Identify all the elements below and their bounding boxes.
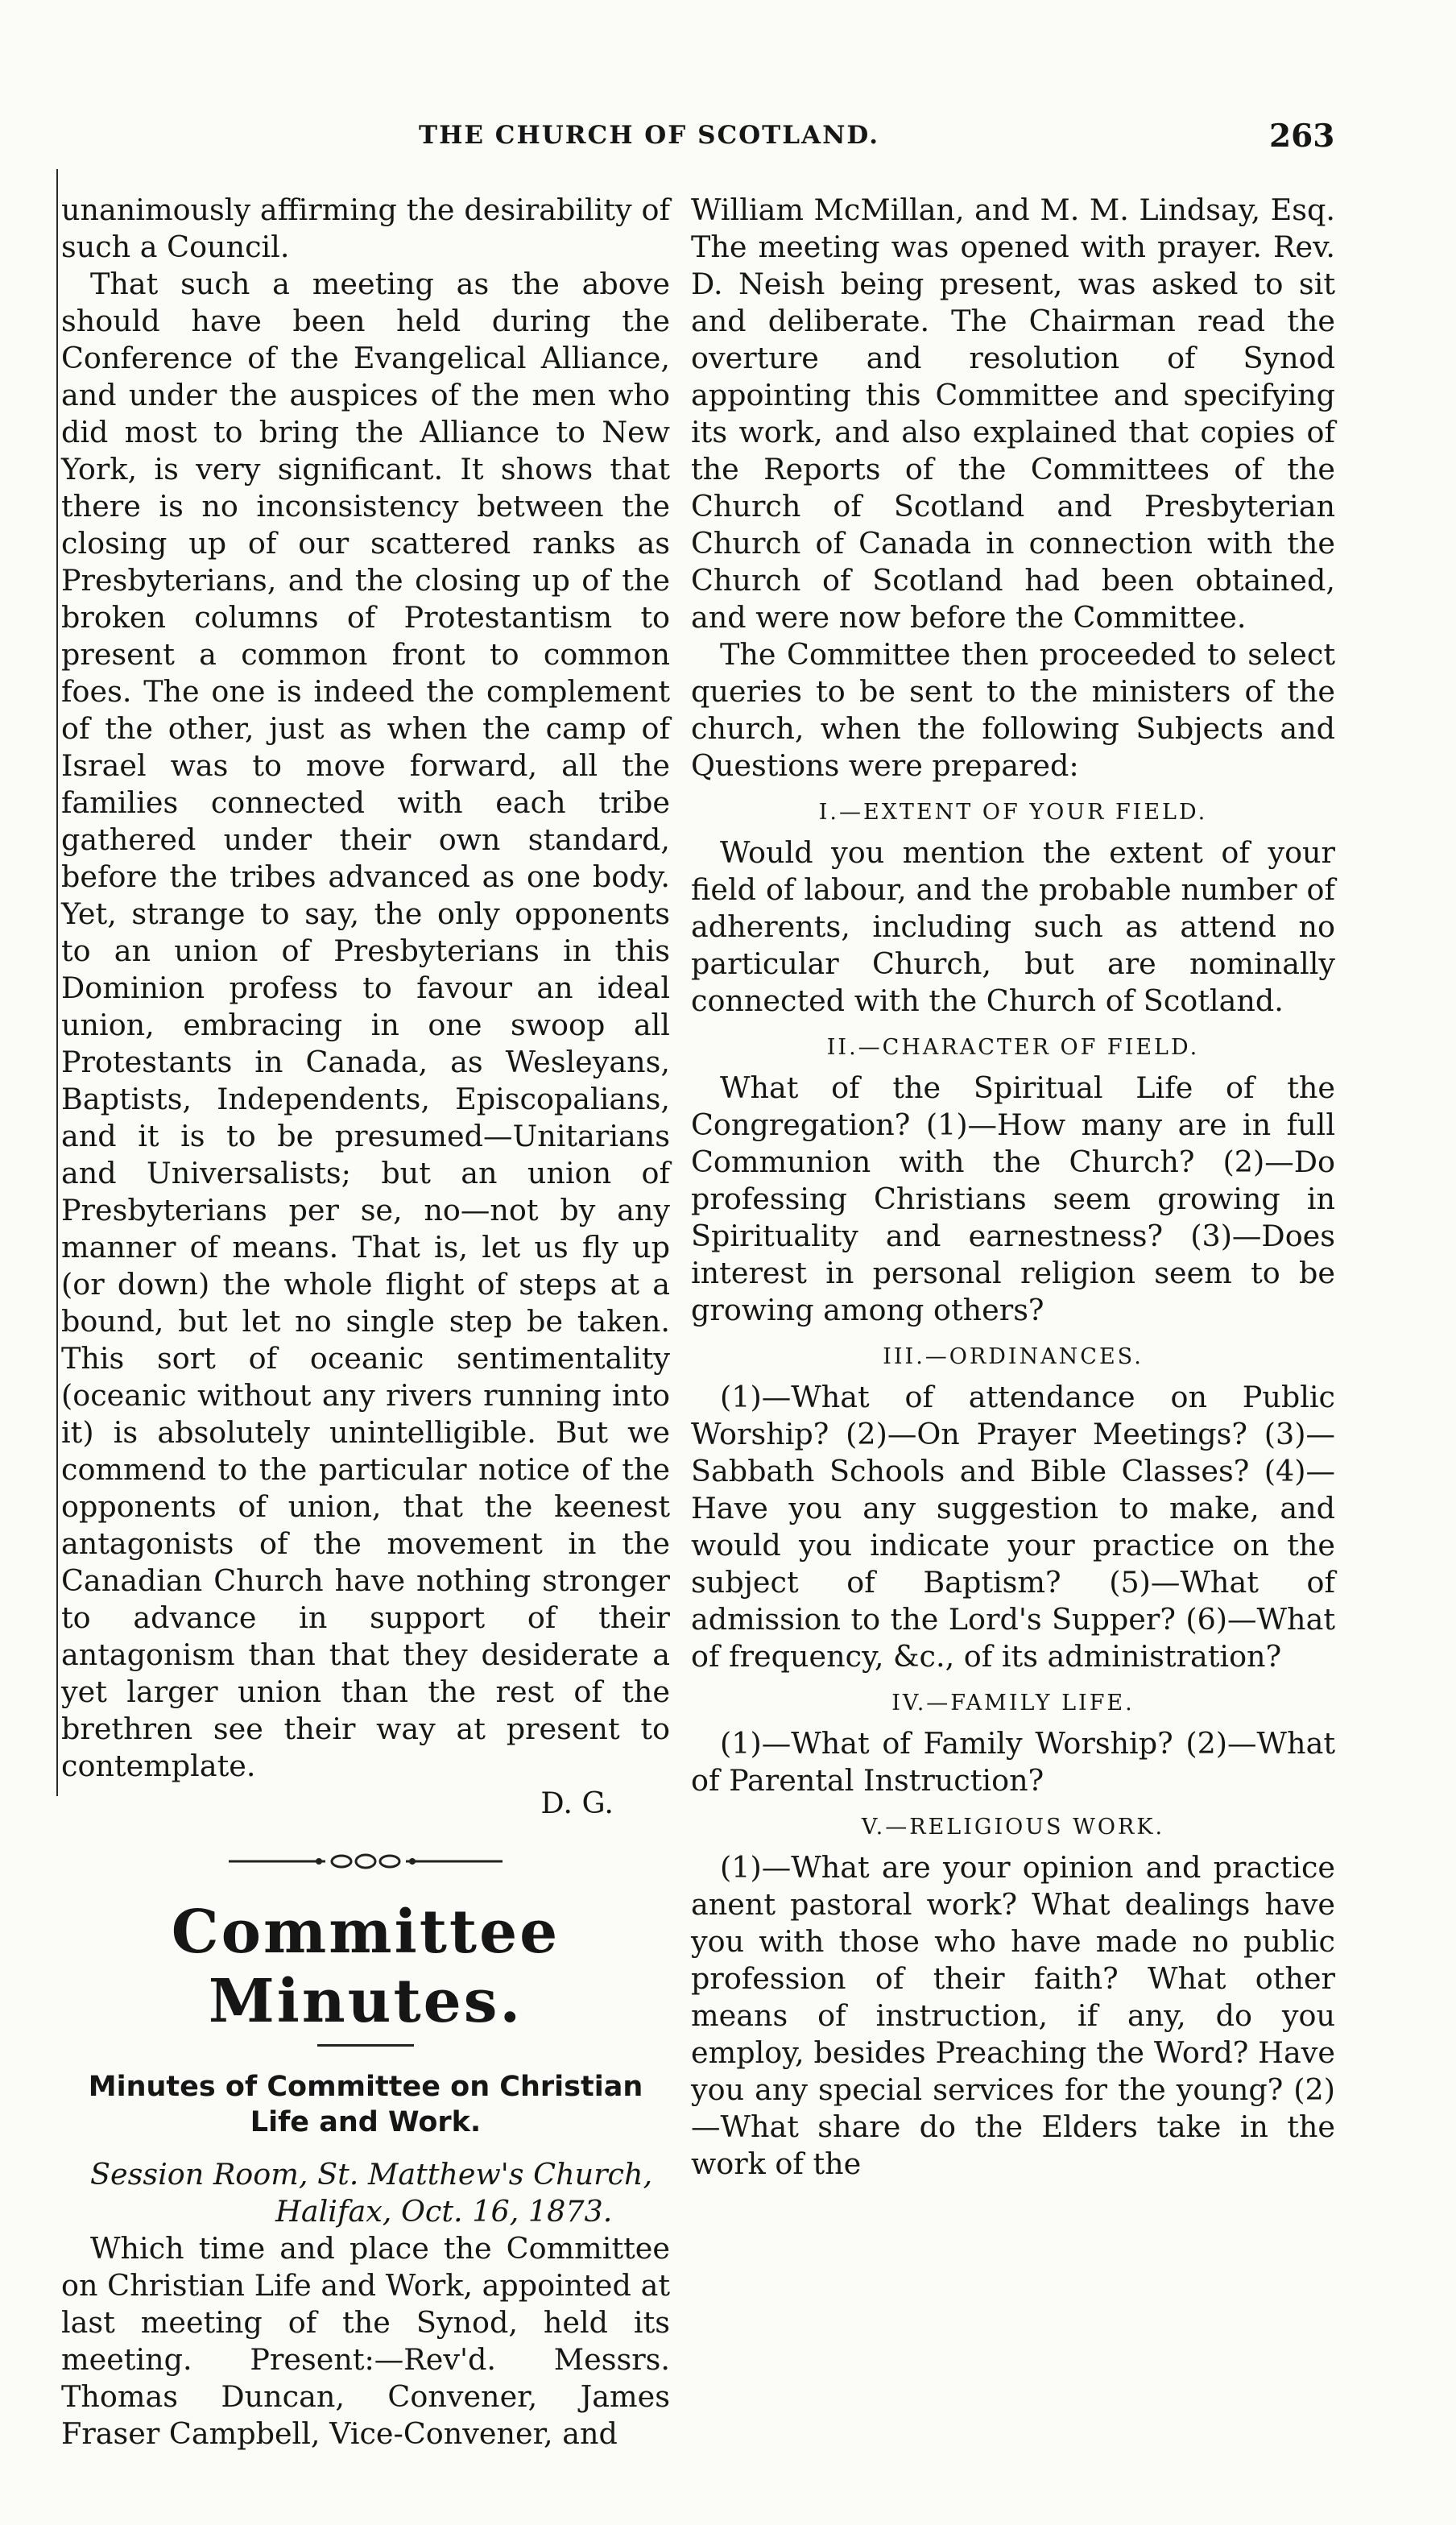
heading-ordinances: III.—ORDINANCES.: [883, 1344, 1144, 1369]
title-rule: [317, 2044, 414, 2047]
dateline-date: Halifax, Oct. 16, 1873.: [275, 2194, 613, 2229]
minutes-title: Minutes of Committee on Christian Life and Work.: [88, 2071, 643, 2138]
right-paragraph-3: Would you mention the extent of your field of labour, and the probable number of adherents, including such as attend no particular Church, but are nominally connected with the Church of Scotland.: [691, 835, 1335, 1018]
right-column: [691, 192, 1335, 2183]
section-title: Committee Minutes.: [171, 1898, 560, 2036]
page-number: 263: [1269, 118, 1335, 155]
signature: D. G.: [540, 1786, 614, 1820]
heading-family-life: IV.—FAMILY LIFE.: [891, 1691, 1135, 1716]
left-paragraph-3: Which time and place the Committee on Christian Life and Work, appointed at last meeting of the Synod, held its meeting. Present:—Rev'd. Messrs. Thomas Duncan, Convener, James Fraser Campbell, Vice-Convener, and: [61, 2231, 670, 2451]
right-paragraph-1: William McMillan, and M. M. Lindsay, Esq. The meeting was opened with prayer. Rev. D. Neish being present, was asked to sit and deliberate. The Chairman read the overture and resolution of Synod appointing this Committee and specifying its work, and also explained that copies of the Reports of the Committees of the Church of Scotland and Presbyterian Church of Canada in connection with the Church of Scotland had been obtained, and were now before the Committee.: [691, 192, 1335, 635]
right-paragraph-4: What of the Spiritual Life of the Congregation? (1)—How many are in full Communion with the Church? (2)—Do professing Christians seem growing in Spirituality and earnestness? (3)—Does interest in personal religion seem to be growing among others?: [691, 1070, 1335, 1327]
left-column: [61, 192, 670, 2453]
margin-rule: [56, 169, 58, 1796]
left-paragraph-2: That such a meeting as the above should have been held during the Conference of the Evangelical Alliance, and under the auspices of the men who did most to bring the Alliance to New York, is very significant. It shows that there is no inconsistency between the closing up of our scattered ranks as Presbyterians, and the closing up of the broken columns of Protestantism to present a common front to common foes. The one is indeed the complement of the other, just as when the camp of Israel was to move forward, all the families connected with each tribe gathered under their own standard, before the tribes advanced as one body. Yet, strange to say, the only opponents to an union of Presbyterians in this Dominion profess to favour an ideal union, embracing in one swoop all Protestants in Canada, as Wesleyans, Baptists, Independents, Episcopalians, and it is to be presumed—Unitarians and Universalists; but an union of Presbyterians per se, no—not by any manner of means. That is, let us fly up (or down) the whole flight of steps at a bound, but let no single step be taken. This sort of oceanic sentimentality (oceanic without any rivers running into it) is absolutely unintelligible. But we commend to the particular notice of the opponents of union, that the keenest antagonists of the movement in the Canadian Church have nothing stronger to advance in support of their antagonism than that they desiderate a yet larger union than the rest of the brethren see their way at present to contemplate.: [61, 267, 670, 1783]
running-head: THE CHURCH OF SCOTLAND.: [419, 121, 879, 150]
ornament-divider: [221, 1849, 511, 1873]
heading-religious-work: V.—RELIGIOUS WORK.: [861, 1815, 1165, 1840]
left-paragraph-1: unanimously affirming the desirability of such a Council.: [61, 192, 670, 264]
right-paragraph-5: (1)—What of attendance on Public Worship? (2)—On Prayer Meetings? (3)—Sabbath Schools and Bible Classes? (4)—Have you any suggestion to make, and would you indicate your practice on the subject of Baptism? (5)—What of admission to the Lord's Supper? (6)—What of frequency, &c., of its administration?: [691, 1380, 1335, 1674]
right-paragraph-6: (1)—What of Family Worship? (2)—What of Parental Instruction?: [691, 1726, 1335, 1798]
page-header: [0, 118, 1456, 169]
right-paragraph-7: (1)—What are your opinion and practice anent pastoral work? What dealings have you with those who have made no public profession of their faith? What other means of instruction, if any, do you employ, besides Preaching the Word? Have you any special services for the young? (2)—What share do the Elders take in the work of the: [691, 1850, 1335, 2181]
right-paragraph-2: The Committee then proceeded to select queries to be sent to the ministers of the church, when the following Subjects and Questions were prepared:: [691, 637, 1335, 783]
dateline-place: Session Room, St. Matthew's Church,: [90, 2157, 653, 2192]
heading-extent-of-field: I.—EXTENT OF YOUR FIELD.: [818, 800, 1208, 825]
heading-character-of-field: II.—CHARACTER OF FIELD.: [826, 1035, 1200, 1060]
